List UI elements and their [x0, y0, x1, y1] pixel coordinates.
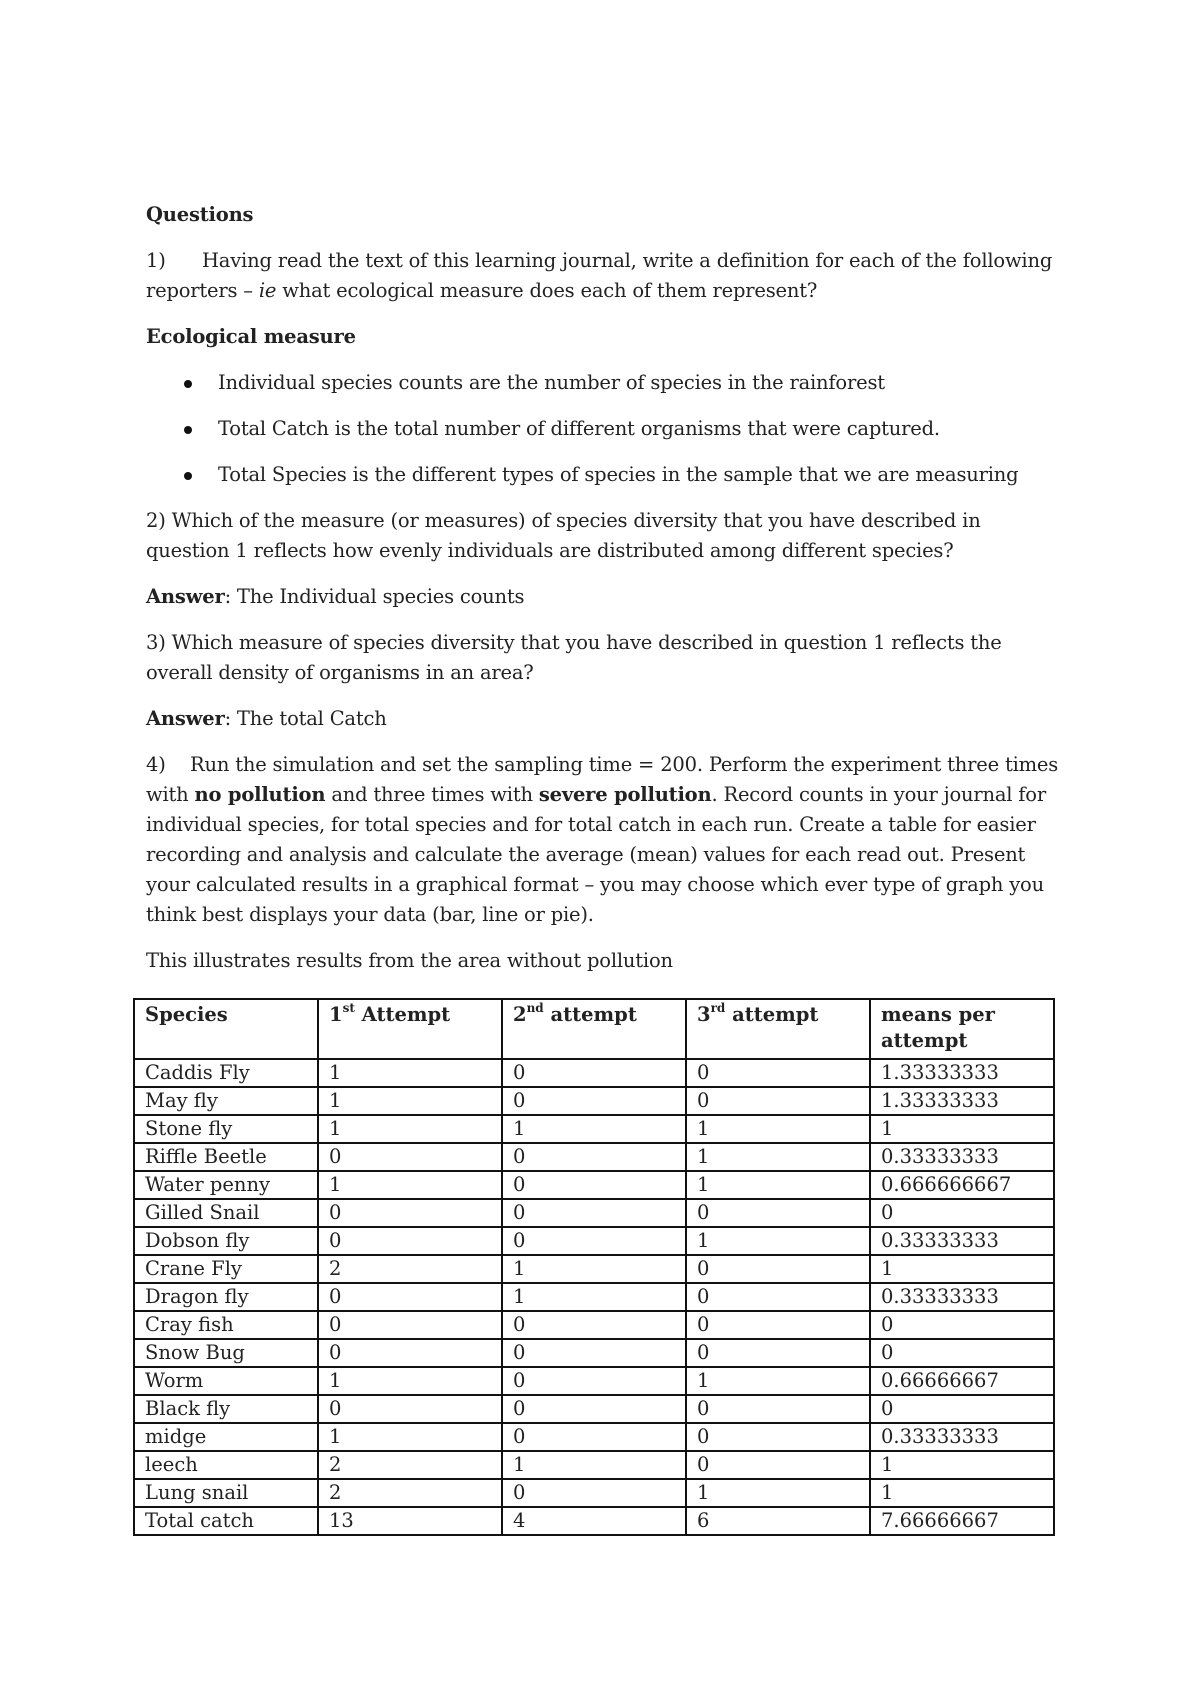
questions-heading: Questions: [146, 203, 254, 226]
table-cell: Riffle Beetle: [134, 1143, 318, 1171]
bullet-icon: [184, 380, 192, 388]
question-3: 3) Which measure of species diversity that you have described in question 1 reflects the overall density of organisms in an area?: [146, 631, 1002, 684]
table-cell: 1: [318, 1115, 502, 1143]
table-row: [134, 1367, 1054, 1395]
table-cell: midge: [134, 1423, 318, 1451]
table-caption: This illustrates results from the area without pollution: [146, 949, 673, 972]
table-cell: 0: [318, 1395, 502, 1423]
table-cell: 1: [686, 1143, 870, 1171]
definition-text: Total Species is the different types of species in the sample that we are measuring: [218, 463, 1019, 486]
table-cell: 0.33333333: [870, 1283, 1054, 1311]
column-header: [502, 999, 686, 1059]
table-row: [134, 1507, 1054, 1535]
definition-item: [146, 460, 1066, 490]
table-cell: 1: [686, 1479, 870, 1507]
column-header-text: 2: [513, 1003, 527, 1026]
table-cell: Crane Fly: [134, 1255, 318, 1283]
answer-3: [146, 704, 1066, 734]
table-header-row: [134, 999, 1054, 1059]
table-cell: 1: [318, 1423, 502, 1451]
table-cell: 1: [870, 1115, 1054, 1143]
table-cell: 0: [686, 1199, 870, 1227]
column-header-text: 1: [329, 1003, 343, 1026]
table-cell: 0: [318, 1339, 502, 1367]
answer-2: [146, 582, 1066, 612]
table-cell: 0: [686, 1059, 870, 1087]
table-row: [134, 1227, 1054, 1255]
table-cell: 0: [318, 1283, 502, 1311]
question-2: 2) Which of the measure (or measures) of species diversity that you have described in question 1 reflects how evenly individuals are distributed among different species?: [146, 509, 981, 562]
question-1: [146, 246, 1066, 306]
table-cell: 1: [686, 1227, 870, 1255]
table-cell: 0: [318, 1311, 502, 1339]
table-cell: 0.33333333: [870, 1423, 1054, 1451]
table-row: [134, 1087, 1054, 1115]
table-cell: 0: [870, 1395, 1054, 1423]
column-header-text: means per attempt: [881, 1003, 995, 1052]
table-cell: 0: [686, 1255, 870, 1283]
table-cell: Stone fly: [134, 1115, 318, 1143]
table-cell: 2: [318, 1479, 502, 1507]
table-row: [134, 1311, 1054, 1339]
table-row: [134, 1451, 1054, 1479]
table-row: [134, 1395, 1054, 1423]
table-row: [134, 1339, 1054, 1367]
table-cell: Total catch: [134, 1507, 318, 1535]
table-cell: 1: [686, 1367, 870, 1395]
table-row: [134, 1479, 1054, 1507]
column-header-superscript: rd: [710, 1000, 726, 1015]
table-cell: Gilled Snail: [134, 1199, 318, 1227]
definition-text: Individual species counts are the number of species in the rainforest: [218, 371, 885, 394]
definition-item: [146, 414, 1066, 444]
definition-item: [146, 368, 1066, 398]
table-cell: 1: [502, 1255, 686, 1283]
table-cell: 1: [502, 1451, 686, 1479]
table-cell: 0: [502, 1479, 686, 1507]
table-cell: 1: [686, 1171, 870, 1199]
answer-3-text: : The total Catch: [224, 707, 387, 730]
table-cell: 6: [686, 1507, 870, 1535]
table-cell: Dobson fly: [134, 1227, 318, 1255]
table-cell: 0: [686, 1339, 870, 1367]
table-cell: 0: [318, 1143, 502, 1171]
table-cell: May fly: [134, 1087, 318, 1115]
question-4-text-a: Run the simulation and set the sampling time = 200. Perform the experiment three times with: [146, 753, 1059, 806]
table-cell: Dragon fly: [134, 1283, 318, 1311]
table-cell: 0: [502, 1311, 686, 1339]
table-cell: 0: [686, 1451, 870, 1479]
table-cell: 0.33333333: [870, 1143, 1054, 1171]
table-cell: leech: [134, 1451, 318, 1479]
column-header: [686, 999, 870, 1059]
table-row: [134, 1115, 1054, 1143]
table-row: [134, 1171, 1054, 1199]
table-cell: 0: [502, 1339, 686, 1367]
table-cell: 0: [318, 1199, 502, 1227]
table-cell: 0: [318, 1227, 502, 1255]
definition-text: Total Catch is the total number of different organisms that were captured.: [218, 417, 940, 440]
table-cell: 0: [870, 1311, 1054, 1339]
table-cell: 1: [870, 1451, 1054, 1479]
column-header-suffix: Attempt: [354, 1003, 451, 1026]
table-cell: 4: [502, 1507, 686, 1535]
table-cell: 0: [686, 1423, 870, 1451]
table-row: [134, 1199, 1054, 1227]
question-4-text-c: . Record counts in your journal for individual species, for total species and for total catch in each run. Create a table for easier recording and analysis and calculate the average (mean) values for each read out. Present your calculated results in a graphical format – you may choose which ever type of graph you think best displays your data (bar, line or pie).: [146, 783, 1046, 926]
results-table: [133, 998, 1055, 1536]
table-cell: 0.66666667: [870, 1367, 1054, 1395]
table-cell: 0: [502, 1395, 686, 1423]
table-cell: Snow Bug: [134, 1339, 318, 1367]
question-1-number: 1): [146, 249, 166, 272]
table-cell: Lung snail: [134, 1479, 318, 1507]
table-cell: 0: [502, 1087, 686, 1115]
table-row: [134, 1423, 1054, 1451]
table-cell: 1: [318, 1059, 502, 1087]
question-1-text-a: Having read the text of this learning journal, write a definition for each of the following reporters –: [146, 249, 1053, 302]
definition-list: [146, 368, 1066, 490]
table-cell: 13: [318, 1507, 502, 1535]
column-header: [134, 999, 318, 1059]
table-row: [134, 1059, 1054, 1087]
table-cell: 0: [502, 1143, 686, 1171]
table-cell: 0: [686, 1395, 870, 1423]
table-cell: 1: [502, 1283, 686, 1311]
table-cell: Black fly: [134, 1395, 318, 1423]
table-row: [134, 1255, 1054, 1283]
table-cell: 1: [870, 1479, 1054, 1507]
table-cell: 2: [318, 1255, 502, 1283]
table-cell: 0.33333333: [870, 1227, 1054, 1255]
question-1-ie: ie: [258, 279, 277, 302]
document-body: [146, 200, 1066, 976]
table-cell: 0: [686, 1311, 870, 1339]
table-cell: 0: [502, 1227, 686, 1255]
question-4-bold-a: no pollution: [194, 783, 326, 806]
table-cell: Cray fish: [134, 1311, 318, 1339]
table-cell: 1: [318, 1087, 502, 1115]
answer-2-label: Answer: [146, 585, 225, 608]
table-cell: 0: [502, 1171, 686, 1199]
table-cell: 1: [318, 1171, 502, 1199]
column-header-suffix: attempt: [725, 1003, 819, 1026]
table-cell: 1: [318, 1367, 502, 1395]
table-cell: 1: [686, 1115, 870, 1143]
table-cell: 0: [686, 1087, 870, 1115]
question-4-text-b: and three times with: [325, 783, 539, 806]
table-cell: 0: [870, 1199, 1054, 1227]
bullet-icon: [184, 426, 192, 434]
table-cell: 1.33333333: [870, 1059, 1054, 1087]
question-4: [146, 750, 1066, 930]
column-header-text: 3: [697, 1003, 711, 1026]
table-row: [134, 1143, 1054, 1171]
table-cell: 1.33333333: [870, 1087, 1054, 1115]
answer-2-text: : The Individual species counts: [224, 585, 525, 608]
column-header-superscript: nd: [526, 1000, 544, 1015]
results-table-wrapper: [133, 998, 1055, 1536]
table-cell: 0: [502, 1367, 686, 1395]
bullet-icon: [184, 472, 192, 480]
table-row: [134, 1283, 1054, 1311]
table-cell: 1: [502, 1115, 686, 1143]
column-header: [870, 999, 1054, 1059]
question-4-number: 4): [146, 753, 166, 776]
answer-3-label: Answer: [146, 707, 225, 730]
column-header: [318, 999, 502, 1059]
table-cell: 1: [870, 1255, 1054, 1283]
table-cell: 2: [318, 1451, 502, 1479]
question-4-bold-b: severe pollution: [538, 783, 712, 806]
table-cell: 0: [870, 1339, 1054, 1367]
column-header-superscript: st: [342, 1000, 355, 1015]
column-header-suffix: attempt: [543, 1003, 637, 1026]
table-cell: 0: [502, 1199, 686, 1227]
table-cell: 7.66666667: [870, 1507, 1054, 1535]
table-cell: 0.666666667: [870, 1171, 1054, 1199]
table-cell: 0: [502, 1059, 686, 1087]
table-cell: Water penny: [134, 1171, 318, 1199]
table-cell: Worm: [134, 1367, 318, 1395]
ecological-measure-heading: Ecological measure: [146, 325, 356, 348]
table-cell: 0: [502, 1423, 686, 1451]
table-cell: 0: [686, 1283, 870, 1311]
column-header-text: Species: [145, 1003, 228, 1026]
question-1-text-b: what ecological measure does each of them represent?: [276, 279, 818, 302]
table-cell: Caddis Fly: [134, 1059, 318, 1087]
